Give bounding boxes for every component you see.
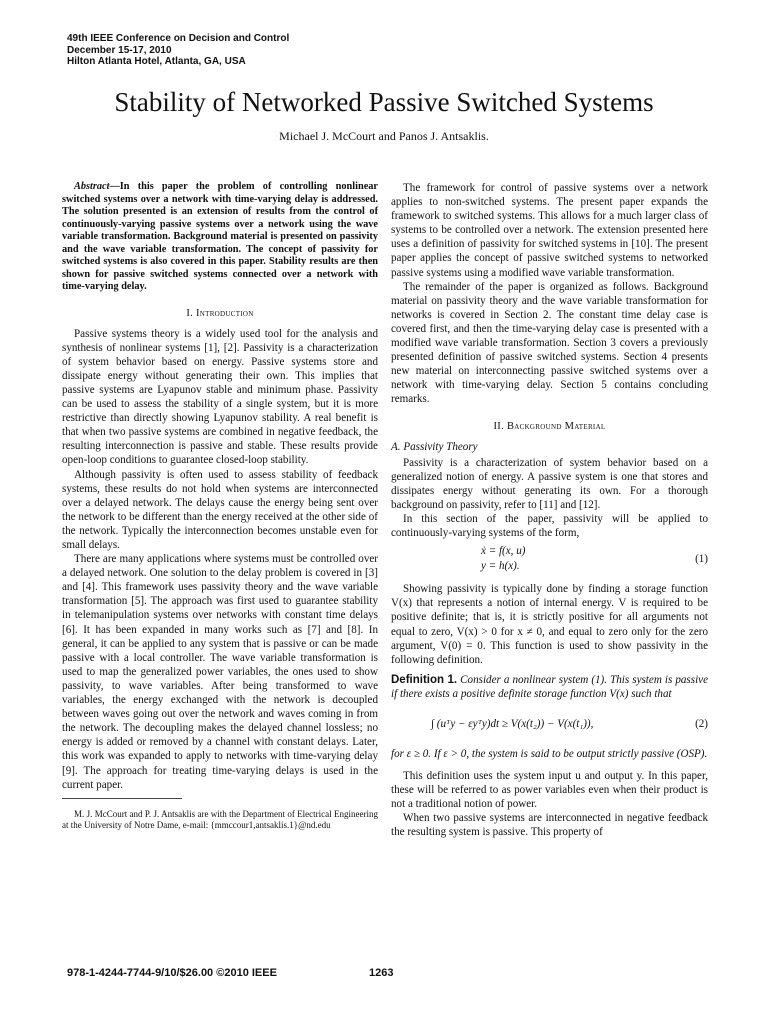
- subsection-heading-passivity: A. Passivity Theory: [391, 440, 478, 453]
- right-column: [391, 181, 708, 840]
- right-paragraph-5: Showing passivity is typically done by finding a storage function V(x) that represents a notion of internal energy. V is required to be positive definite; that is, it is strictly positive for all arguments not equal to zero, V(x) > 0 for x ≠ 0, and equal to zero only for the zero argument, V(0) = 0. This function is used to show passivity in the following definition.: [391, 583, 708, 666]
- intro-paragraph-3: There are many applications where systems must be controlled over a delayed network. One solution to the delay problem is covered in [3] and [4]. This framework uses passivity theory and the wave variable transformation [5]. The approach was first used to guarantee stability in telemanipulation systems over networks with constant time delays [6]. It has been expanded in many works such as [7] and [8]. In general, it can be applied to any system that is passive or can be made passive with a local controller. The wave variable transformation is used to map the generalized power variables, the ones used to show passivity, to wave variables. After being transformed to wave variables, the energy exchanged with the network is decoupled between waves going out over the network and waves coming in from the network. The decoupling makes the delayed channel lossless; no energy is added or removed by a channel with constant delays. Later, this work was expanded to apply to networks with time-varying delay [9]. The approach for treating time-varying delays is used in the current paper.: [62, 553, 378, 791]
- right-paragraph-3: Passivity is a characterization of system behavior based on a generalized notion of energy. A passive system is one that stores and dissipates energy without generating its own. For a thorough background on passivity, refer to [11] and [12].: [391, 456, 708, 511]
- intro-paragraph-2: Although passivity is often used to assess stability of feedback systems, these results do not hold when systems are interconnected over a delayed network. The delays cause the energy being sent over the network to be different than the energy received at the other side of the network. Typically the interconnection becomes unstable even for small delays.: [62, 468, 378, 551]
- section-heading-introduction: I. Introduction: [186, 307, 254, 319]
- right-paragraph-1: The framework for control of passive systems over a network applies to non-switched systems. The present paper expands the framework to switched systems. This allows for a much larger class of systems to be controlled over a network. The extension presented here uses a definition of passivity for switched systems in [10]. The present paper applies the concept of passive switched systems to networked passive systems using a modified wave variable transformation.: [391, 182, 708, 279]
- equation-1-number: (1): [695, 553, 708, 566]
- paper-title: Stability of Networked Passive Switched Systems: [114, 87, 654, 117]
- right-paragraph-4: In this section of the paper, passivity will be applied to continuously-varying systems of the form,: [391, 513, 708, 540]
- paper-authors: Michael J. McCourt and Panos J. Antsaklis.: [279, 129, 489, 143]
- conference-dates: December 15-17, 2010: [67, 44, 172, 56]
- definition-1: [391, 673, 708, 701]
- abstract: [62, 181, 378, 294]
- equation-2-body: ∫ (uᵀy − εyᵀy)dt ≥ V(x(t₂)) − V(x(t₁)),: [431, 718, 594, 730]
- abstract-label: Abstract: [74, 181, 110, 192]
- definition-label: Definition 1.: [391, 673, 458, 686]
- right-paragraph-7: When two passive systems are interconnected in negative feedback the resulting system is passive. This property of: [391, 812, 708, 839]
- section-heading-background: II. Background Material: [493, 420, 606, 432]
- right-paragraph-6: This definition uses the system input u and output y. In this paper, these will be referred to as power variables even when their product is not a traditional notion of power.: [391, 770, 708, 811]
- footnote-rule: [62, 798, 182, 799]
- intro-paragraph-1: Passive systems theory is a widely used tool for the analysis and synthesis of nonlinear systems [1], [2]. Passivity is a characterization of system behavior based on energy. Passive systems store and dissipate energy without generating their own. This implies that passive systems are Lyapunov stable and minimum phase. Passivity can be used to assess the stability of a single system, but it is more restrictive than directly showing Lyapunov stability. A real benefit is that when two passive systems are combined in negative feedback, the resulting interconnection is passive and stable. These results provide open-loop conditions to guarantee closed-loop stability.: [62, 327, 378, 467]
- conference-header: [67, 33, 289, 68]
- abstract-text: —In this paper the problem of controlling nonlinear switched systems over a network with time-varying delay is addressed. The solution presented is an extension of results from the control of continuously-varying passive systems over a network using the wave variable transformation. Background material is presented on passivity and the wave variable transformation. The concept of passivity for switched systems is also covered in this paper. Stability results are then shown for passive switched systems connected over a network with time-varying delay.: [62, 181, 378, 292]
- conference-venue: Hilton Atlanta Hotel, Atlanta, GA, USA: [67, 56, 246, 67]
- equation-2: [391, 707, 708, 743]
- equation-1: [391, 544, 708, 576]
- equation-1-line-1: ẋ = f(x, u): [481, 545, 526, 558]
- definition-continuation: for ε ≥ 0. If ε > 0, the system is said to be output strictly passive (OSP).: [391, 748, 708, 760]
- definition-text: Consider a nonlinear system (1). This system is passive if there exists a positive definite storage function V(x) such that: [391, 673, 708, 700]
- conference-name: 49th IEEE Conference on Decision and Control: [67, 33, 290, 44]
- page-number: 1263: [369, 967, 394, 979]
- footer-isbn: 978-1-4244-7744-9/10/$26.00 ©2010 IEEE: [67, 967, 277, 979]
- equation-1-line-2: y = h(x).: [481, 560, 520, 573]
- left-column: [62, 181, 378, 831]
- equation-2-number: (2): [695, 718, 708, 730]
- author-footnote: M. J. McCourt and P. J. Antsaklis are with the Department of Electrical Engineering at the University of Notre Dame, e-mail: {mmccour1,antsaklis.1}@nd.edu: [62, 808, 378, 830]
- right-paragraph-2: The remainder of the paper is organized as follows. Background material on passivity theory and the wave variable transformation for networks is covered in Section 2. The constant time delay case is covered first, and then the time-varying delay case is presented with a modified wave variable transformation. Section 3 covers a previously presented definition of passive switched systems. Section 4 presents new material on interconnecting passive switched systems over a network with time-varying delay. Section 5 contains concluding remarks.: [391, 280, 708, 406]
- equation-1-body: [481, 544, 525, 574]
